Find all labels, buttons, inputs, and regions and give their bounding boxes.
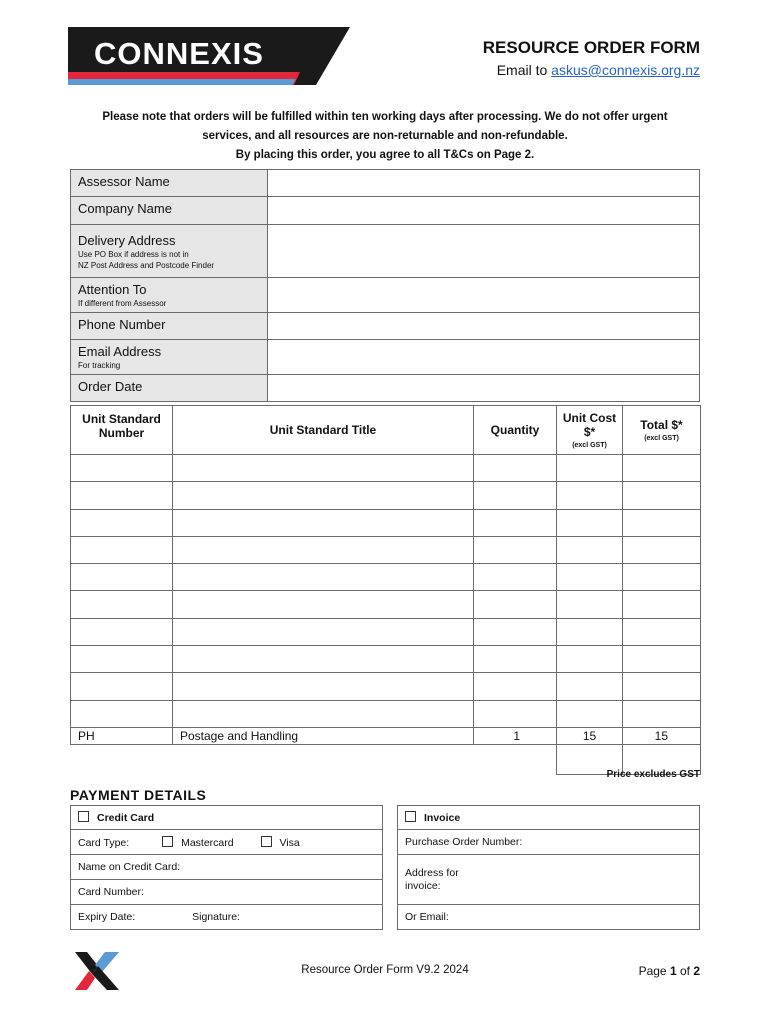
order-table xyxy=(70,405,701,775)
postage-row xyxy=(71,727,701,744)
card-number-field[interactable]: Card Number: xyxy=(71,880,383,905)
email-link[interactable]: askus@connexis.org.nz xyxy=(551,62,700,78)
table-row xyxy=(71,482,701,509)
company-name-label: Company Name xyxy=(71,197,268,225)
number-cell[interactable] xyxy=(71,455,173,482)
mastercard-checkbox[interactable] xyxy=(162,836,173,847)
header-quantity: Quantity xyxy=(474,406,557,455)
attention-to-label: Attention To If different from Assessor xyxy=(71,278,268,313)
company-name-field[interactable] xyxy=(268,197,700,225)
quantity-cell[interactable] xyxy=(474,591,557,618)
total-cell[interactable] xyxy=(623,591,701,618)
unit-cost-cell[interactable] xyxy=(557,700,623,727)
po-number-field[interactable]: Purchase Order Number: xyxy=(398,830,700,855)
assessor-name-label: Assessor Name xyxy=(71,170,268,197)
phone-number-field[interactable] xyxy=(268,313,700,340)
total-cell[interactable] xyxy=(623,618,701,645)
table-row xyxy=(71,700,701,727)
quantity-cell[interactable] xyxy=(474,455,557,482)
signature-label: Signature: xyxy=(192,911,240,923)
notice-line-2: services, and all resources are non-returnable and non-refundable. xyxy=(202,130,568,142)
unit-cost-cell[interactable] xyxy=(557,482,623,509)
total-cell[interactable] xyxy=(623,673,701,700)
order-date-field[interactable] xyxy=(268,375,700,402)
title-cell[interactable] xyxy=(173,646,474,673)
name-on-card-field[interactable]: Name on Credit Card: xyxy=(71,855,383,880)
number-cell[interactable] xyxy=(71,700,173,727)
total-cell[interactable] xyxy=(623,509,701,536)
number-cell[interactable] xyxy=(71,482,173,509)
price-note: Price excludes GST xyxy=(606,769,700,780)
ph-quantity: 1 xyxy=(474,727,557,744)
table-row xyxy=(71,455,701,482)
payment-details-title: PAYMENT DETAILS xyxy=(70,787,207,803)
ph-number: PH xyxy=(71,727,173,744)
invoice-address-field[interactable]: Address for invoice: xyxy=(398,855,700,905)
connexis-x-icon xyxy=(75,952,119,990)
mastercard-option[interactable]: Mastercard xyxy=(162,837,234,849)
quantity-cell[interactable] xyxy=(474,536,557,563)
unit-cost-cell[interactable] xyxy=(557,564,623,591)
quantity-cell[interactable] xyxy=(474,700,557,727)
invoice-table xyxy=(397,805,700,930)
table-row xyxy=(71,646,701,673)
quantity-cell[interactable] xyxy=(474,618,557,645)
delivery-address-field[interactable] xyxy=(268,225,700,278)
invoice-checkbox[interactable] xyxy=(405,811,416,822)
title-cell[interactable] xyxy=(173,700,474,727)
credit-card-table xyxy=(70,805,383,930)
quantity-cell[interactable] xyxy=(474,509,557,536)
number-cell[interactable] xyxy=(71,646,173,673)
table-row xyxy=(71,564,701,591)
expiry-signature-row[interactable] xyxy=(71,905,383,930)
logo-text: CONNEXIS xyxy=(94,36,264,71)
unit-cost-cell[interactable] xyxy=(557,673,623,700)
email-address-label: Email Address For tracking xyxy=(71,340,268,375)
notice-line-3: By placing this order, you agree to all T&Cs on Page 2. xyxy=(235,149,535,161)
quantity-cell[interactable] xyxy=(474,646,557,673)
header-total: Total $* (excl GST) xyxy=(623,406,701,455)
title-cell[interactable] xyxy=(173,591,474,618)
unit-cost-cell[interactable] xyxy=(557,509,623,536)
table-row xyxy=(71,536,701,563)
ph-title: Postage and Handling xyxy=(173,727,474,744)
total-cell[interactable] xyxy=(623,564,701,591)
notice-line-1: Please note that orders will be fulfilled within ten working days after processing. We do not offer urgent xyxy=(102,111,668,123)
header-unit-standard-number: Unit Standard Number xyxy=(71,406,173,455)
number-cell[interactable] xyxy=(71,591,173,618)
assessor-name-field[interactable] xyxy=(268,170,700,197)
quantity-cell[interactable] xyxy=(474,482,557,509)
unit-cost-cell[interactable] xyxy=(557,455,623,482)
invoice-option[interactable]: Invoice xyxy=(398,806,700,830)
details-table xyxy=(70,169,700,402)
number-cell[interactable] xyxy=(71,536,173,563)
total-cell[interactable] xyxy=(623,646,701,673)
title-cell[interactable] xyxy=(173,482,474,509)
connexis-logo xyxy=(68,27,350,85)
form-title: RESOURCE ORDER FORM xyxy=(482,38,700,57)
card-type-label: Card Type: xyxy=(78,836,130,849)
title-cell[interactable] xyxy=(173,455,474,482)
unit-cost-cell[interactable] xyxy=(557,591,623,618)
table-row xyxy=(71,618,701,645)
form-version: Resource Order Form V9.2 2024 xyxy=(301,964,469,976)
quantity-cell[interactable] xyxy=(474,673,557,700)
credit-card-checkbox[interactable] xyxy=(78,811,89,822)
email-line xyxy=(400,62,700,78)
total-cell[interactable] xyxy=(623,536,701,563)
ph-unit-cost: 15 xyxy=(557,727,623,744)
expiry-date-label: Expiry Date: xyxy=(78,911,136,923)
card-type-row xyxy=(71,830,383,855)
number-cell[interactable] xyxy=(71,564,173,591)
total-cell[interactable] xyxy=(623,700,701,727)
unit-cost-cell[interactable] xyxy=(557,536,623,563)
unit-cost-cell[interactable] xyxy=(557,646,623,673)
title-cell[interactable] xyxy=(173,618,474,645)
header-unit-standard-title: Unit Standard Title xyxy=(173,406,474,455)
ph-total: 15 xyxy=(623,727,701,744)
number-cell[interactable] xyxy=(71,673,173,700)
total-cell[interactable] xyxy=(623,455,701,482)
visa-checkbox[interactable] xyxy=(261,836,272,847)
phone-number-label: Phone Number xyxy=(71,313,268,340)
title-cell[interactable] xyxy=(173,673,474,700)
or-email-field[interactable]: Or Email: xyxy=(398,905,700,930)
order-notice xyxy=(60,108,710,165)
visa-option[interactable]: Visa xyxy=(261,837,300,849)
number-cell[interactable] xyxy=(71,509,173,536)
title-cell[interactable] xyxy=(173,564,474,591)
quantity-cell[interactable] xyxy=(474,564,557,591)
unit-cost-cell[interactable] xyxy=(557,618,623,645)
page-indicator: Page 1 of 2 xyxy=(638,964,700,978)
title-cell[interactable] xyxy=(173,536,474,563)
delivery-address-label: Delivery Address Use PO Box if address is not in NZ Post Address and Postcode Finder xyxy=(71,225,268,278)
credit-card-option[interactable]: Credit Card xyxy=(71,806,383,830)
title-cell[interactable] xyxy=(173,509,474,536)
order-date-label: Order Date xyxy=(71,375,268,402)
number-cell[interactable] xyxy=(71,618,173,645)
table-row xyxy=(71,509,701,536)
table-row xyxy=(71,673,701,700)
attention-to-field[interactable] xyxy=(268,278,700,313)
email-address-field[interactable] xyxy=(268,340,700,375)
total-cell[interactable] xyxy=(623,482,701,509)
table-row xyxy=(71,591,701,618)
header-unit-cost: Unit Cost $* (excl GST) xyxy=(557,406,623,455)
email-prefix: Email to xyxy=(496,62,552,78)
